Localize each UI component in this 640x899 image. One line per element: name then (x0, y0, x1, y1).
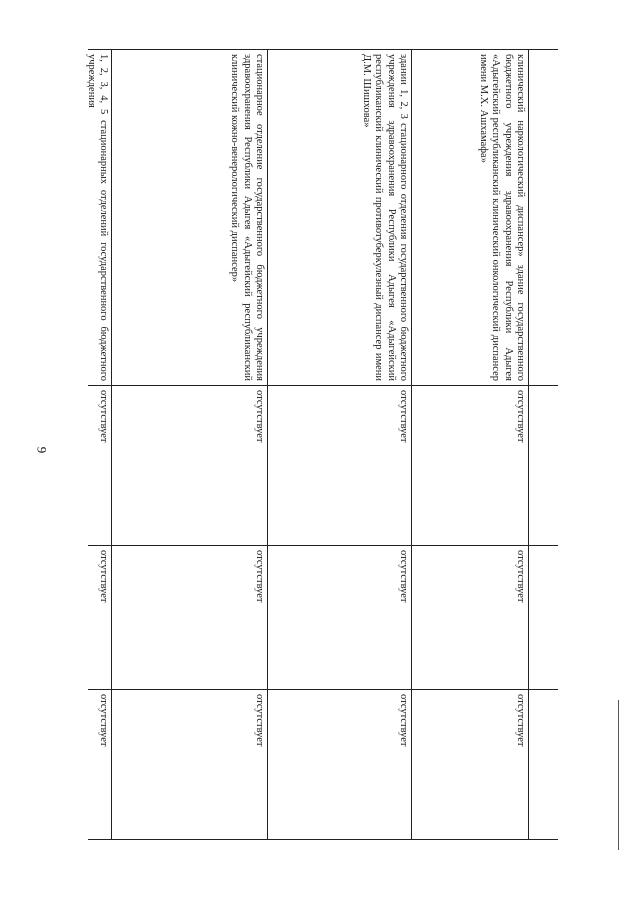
table-cell-status: отсутствует (411, 386, 528, 545)
table-cell-location: стационарное отделение государственного бюджетного учреждения здравоохранения Республики Адыгея «Адыгейский республиканский клинический кожно-венерологический диспансер» (111, 50, 267, 385)
table-cell-location: клинический наркологический диспансер» здание государственного бюджетного учреждения здравоохранения Республики Адыгея «Адыгейский республиканский клинический онкологический диспансер имени М.Х. Ашхамафа» (411, 50, 528, 385)
table-cell (528, 386, 558, 545)
table-cell-status: отсутствует (411, 546, 528, 689)
table-cell-status: отсутствует (98, 390, 109, 443)
table-cell (528, 546, 558, 689)
status-column-3 (88, 690, 558, 840)
rotated-table-container (85, 49, 558, 839)
table-cell-status: отсутствует (98, 694, 109, 747)
table-cell-status: отсутствует (111, 690, 267, 839)
location-column (85, 50, 558, 386)
table-cell-location: здании 1, 2, 3 стационарного отделения государственного бюджетного учреждения здравоохранения Республики Адыгея «Адыгейский республиканский клинический противотуберкулезный диспансер имени Д.М. Шишхова» (267, 50, 411, 385)
table-cell (528, 690, 558, 839)
status-column-2 (88, 546, 558, 690)
page-number: 9 (34, 446, 50, 454)
table-cell-location: 1, 2, 3, 4, 5 стационарных отделений государственного бюджетного учреждения (85, 54, 109, 381)
table-cell-status: отсутствует (111, 546, 267, 689)
table-cell (528, 50, 558, 385)
status-column-1 (88, 386, 558, 546)
table-cell-status: отсутствует (98, 550, 109, 603)
table-cell-status: отсутствует (267, 690, 411, 839)
table-cell-status: отсутствует (267, 546, 411, 689)
data-table (85, 49, 558, 840)
scan-artifact-line (618, 700, 619, 850)
table-cell-status: отсутствует (411, 690, 528, 839)
table-cell-status: отсутствует (267, 386, 411, 545)
table-cell-status: отсутствует (111, 386, 267, 545)
